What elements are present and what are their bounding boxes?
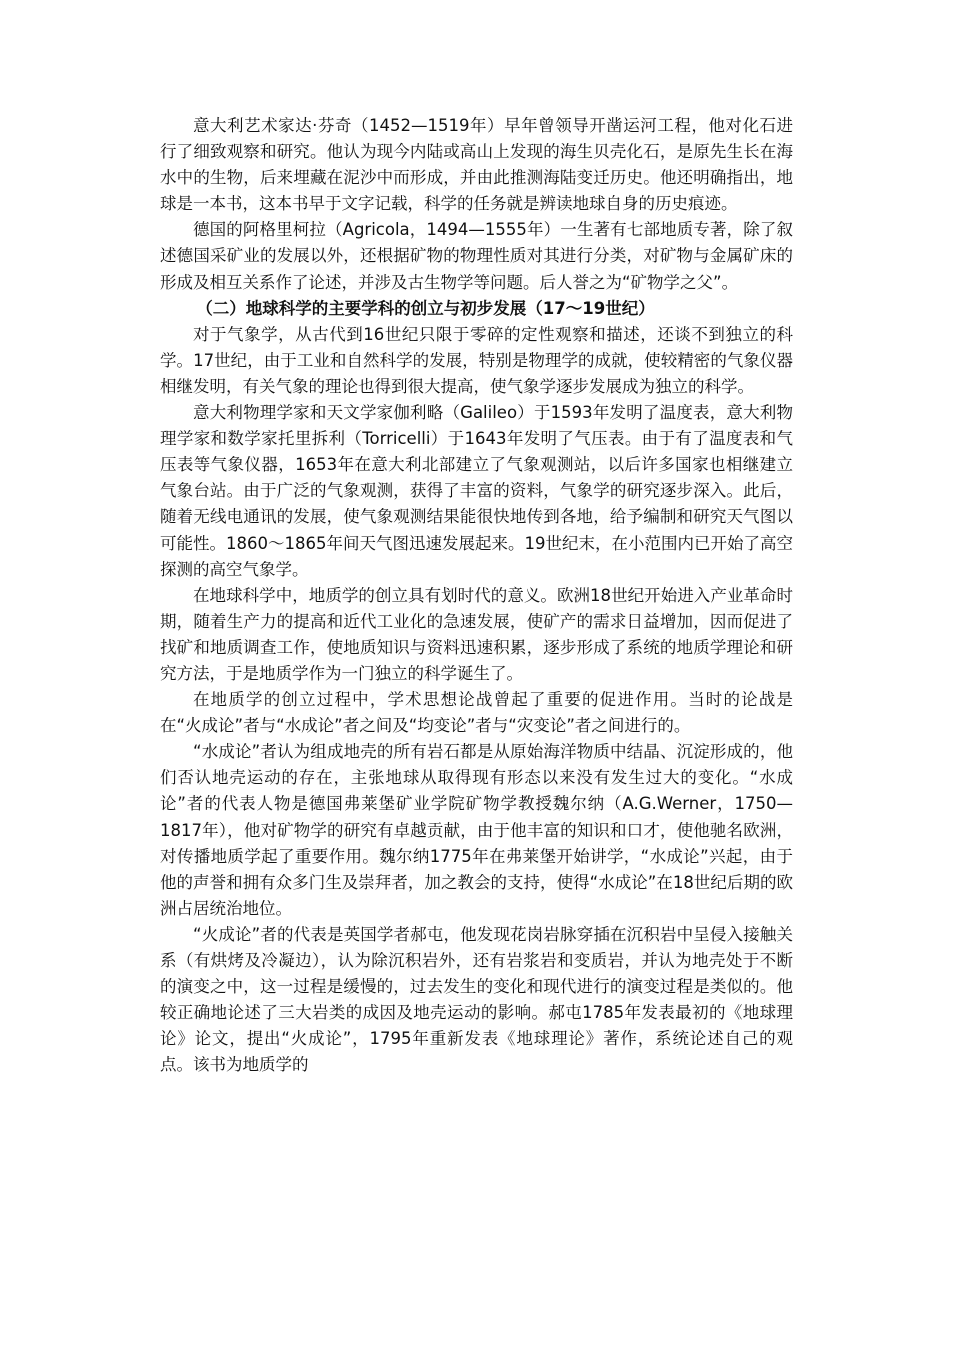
paragraph-instruments: 意大利物理学家和天文学家伽利略（Galileo）于1593年发明了温度表，意大利物理学家和数学家托里拆利（Torricelli）于1643年发明了气压表。由于有了温度表和气压表等气象仪器，1653年在意大利北部建立了气象观测站，以后许多国家也相继建立气象台站。由于广泛的气象观测，获得了丰富的资料，气象学的研究逐步深入。此后，随着无线电通讯的发展，使气象观测结果能很快地传到各地，给予编制和研究天气图以可能性。1860～1865年间天气图迅速发展起来。19世纪末，在小范围内已开始了高空探测的高空气象学。: [160, 403, 793, 579]
paragraph-agricola: 德国的阿格里柯拉（Agricola，1494—1555年）一生著有七部地质专著，除了叙述德国采矿业的发展以外，还根据矿物的物理性质对其进行分类，对矿物与金属矿床的形成及相互关系作了论述，并涉及古生物学等问题。后人誉之为“矿物学之父”。: [160, 220, 793, 292]
paragraph-neptunism: “水成论”者认为组成地壳的所有岩石都是从原始海洋物质中结晶、沉淀形成的，他们否认地壳运动的存在，主张地球从取得现有形态以来没有发生过大的变化。“水成论”者的代表人物是德国弗莱堡矿业学院矿物学教授魏尔纳（A.G.Werner，1750—1817年），他对矿物学的研究有卓越贡献，由于他丰富的知识和口才，使他驰名欧洲，对传播地质学起了重要作用。魏尔纳1775年在弗莱堡开始讲学，“水成论”兴起，由于他的声誉和拥有众多门生及崇拜者，加之教会的支持，使得“水成论”在18世纪后期的欧洲占居统治地位。: [160, 742, 793, 918]
paragraph-meteorology: 对于气象学，从古代到16世纪只限于零碎的定性观察和描述，还谈不到独立的科学。17世纪，由于工业和自然科学的发展，特别是物理学的成就，使较精密的气象仪器相继发明，有关气象的理论也得到很大提高，使气象学逐步发展成为独立的科学。: [160, 324, 793, 396]
paragraph-geology-founding: 在地球科学中，地质学的创立具有划时代的意义。欧洲18世纪开始进入产业革命时期，随着生产力的提高和近代工业化的急速发展，使矿产的需求日益增加，因而促进了找矿和地质调查工作，使地质知识与资料迅速积累，逐步形成了系统的地质学理论和研究方法，于是地质学作为一门独立的科学诞生了。: [160, 585, 793, 683]
paragraph-da-vinci: 意大利艺术家达·芬奇（1452—1519年）早年曾领导开凿运河工程，他对化石进行了细致观察和研究。他认为现今内陆或高山上发现的海生贝壳化石，是原先生长在海水中的生物，后来埋藏在泥沙中而形成，并由此推测海陆变迁历史。他还明确指出，地球是一本书，这本书早于文字记载，科学的任务就是辨读地球自身的历史痕迹。: [160, 116, 793, 214]
document-body: [160, 113, 793, 1078]
paragraph-plutonism: “火成论”者的代表是英国学者郝屯，他发现花岗岩脉穿插在沉积岩中呈侵入接触关系（有烘烤及冷凝边），认为除沉积岩外，还有岩浆岩和变质岩，并认为地壳处于不断的演变之中，这一过程是缓慢的，过去发生的变化和现代进行的演变过程是类似的。他较正确地论述了三大岩类的成因及地壳运动的影响。郝屯1785年发表最初的《地球理论》论文，提出“火成论”，1795年重新发表《地球理论》著作，系统论述自己的观点。该书为地质学的: [160, 924, 793, 1075]
section-heading: （二）地球科学的主要学科的创立与初步发展（17～19世纪）: [196, 298, 655, 318]
paragraph-debates: 在地质学的创立过程中，学术思想论战曾起了重要的促进作用。当时的论战是在“火成论”者与“水成论”者之间及“均变论”者与“灾变论”者之间进行的。: [160, 690, 793, 736]
